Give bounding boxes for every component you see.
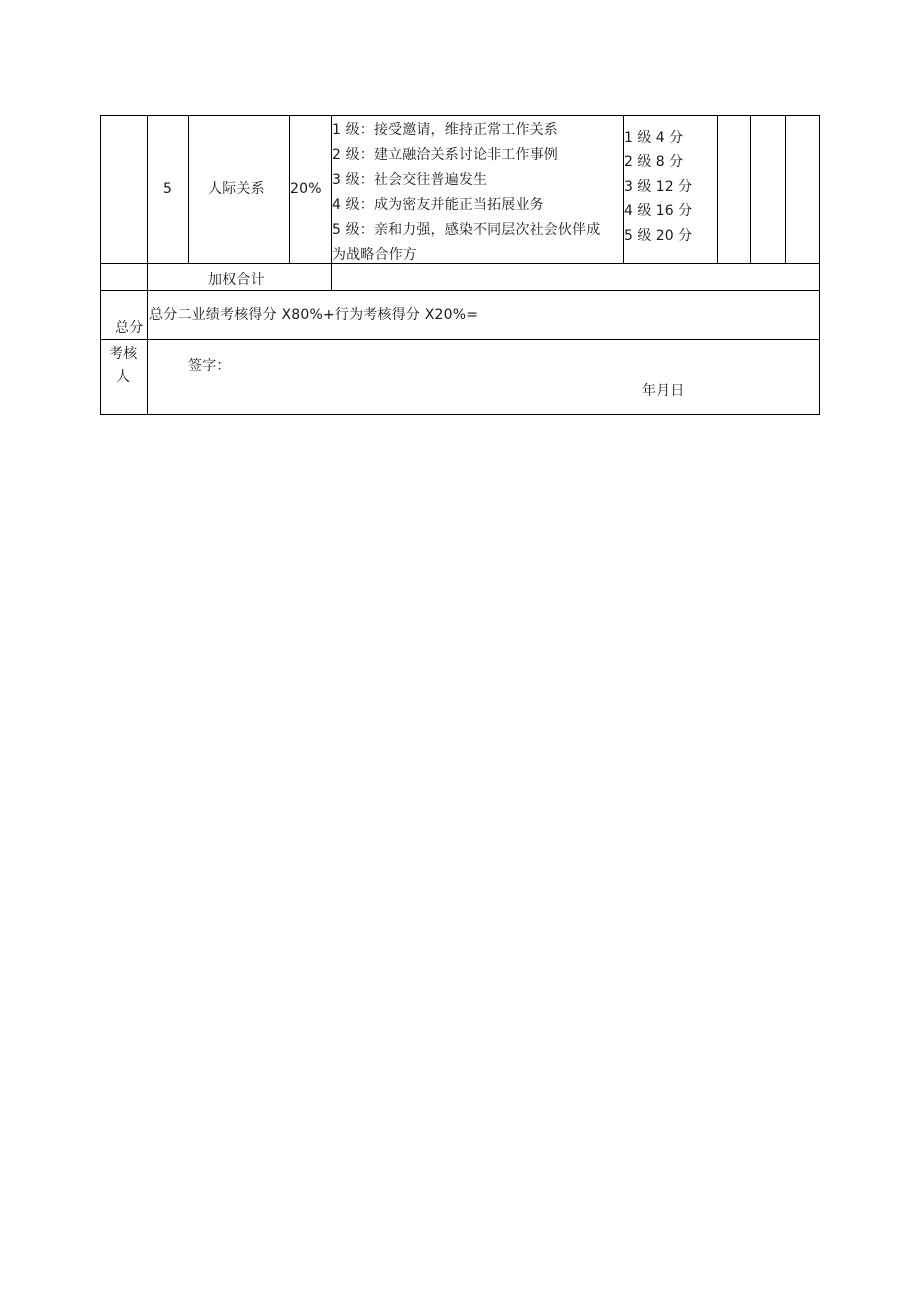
table-rule-bottom — [100, 414, 820, 415]
level-description: 为战略合作方 — [332, 247, 417, 263]
assessor-label: 考核 — [109, 346, 138, 362]
table-rule-col2 — [188, 115, 189, 263]
total-label: 总分 — [115, 320, 144, 336]
table-rule-weighted-bottom — [100, 290, 820, 291]
row-index: 5 — [163, 181, 173, 197]
table-rule-row5-bottom — [100, 263, 820, 264]
table-rule-col7 — [750, 115, 751, 263]
level-score: 1 级 4 分 — [624, 130, 684, 146]
table-rule-top — [100, 115, 820, 116]
table-rule-left — [100, 115, 101, 415]
table-rule-col8 — [785, 115, 786, 263]
level-description: 2 级：建立融洽关系讨论非工作事例 — [332, 147, 558, 163]
level-score: 3 级 12 分 — [624, 179, 693, 195]
level-description: 3 级：社会交往普遍发生 — [332, 172, 488, 188]
level-description: 4 级：成为密友并能正当拓展业务 — [332, 197, 544, 213]
level-description: 5 级：亲和力强，感染不同层次社会伙伴成 — [332, 222, 601, 238]
table-rule-col6 — [717, 115, 718, 263]
level-score: 2 级 8 分 — [624, 154, 684, 170]
level-description: 1 级：接受邀请，维持正常工作关系 — [332, 122, 558, 138]
table-rule-total-bottom — [100, 339, 820, 340]
row-item-name: 人际关系 — [208, 181, 265, 197]
date-label: 年月日 — [642, 383, 685, 399]
assessor-label: 人 — [116, 369, 131, 385]
evaluation-table — [100, 115, 820, 415]
row-weight: 20% — [290, 181, 322, 197]
table-rule-col1 — [147, 115, 148, 415]
total-formula: 总分二业绩考核得分 X80%+行为考核得分 X20%= — [149, 307, 479, 323]
table-rule-right — [819, 115, 820, 415]
level-score: 5 级 20 分 — [624, 228, 693, 244]
level-score: 4 级 16 分 — [624, 203, 693, 219]
weighted-total-label: 加权合计 — [208, 272, 265, 288]
signature-label: 签字： — [188, 358, 231, 374]
